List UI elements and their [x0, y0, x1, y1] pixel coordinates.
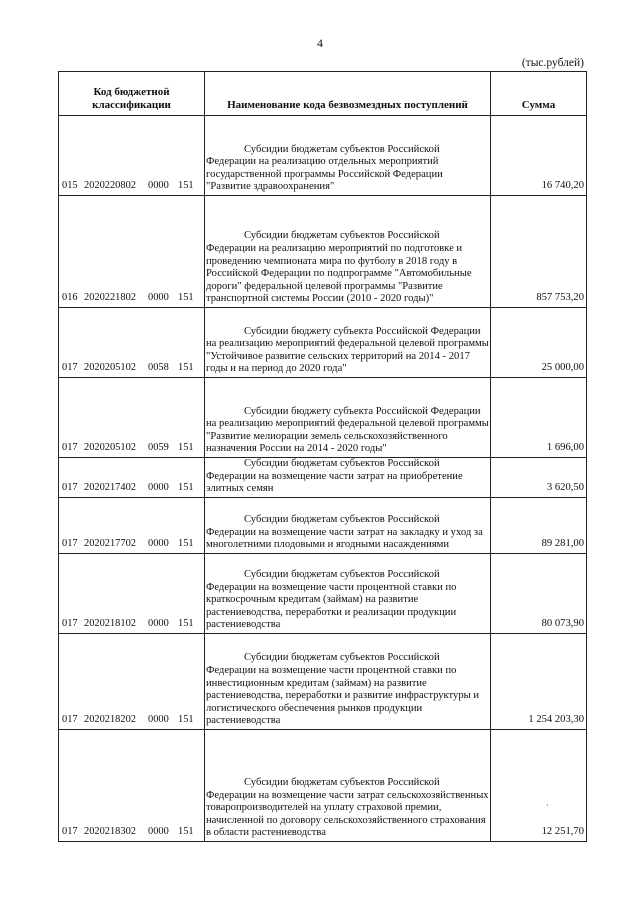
- code-admin: 015: [62, 180, 78, 192]
- income-name-cell: [205, 634, 491, 730]
- page-number: 4: [317, 36, 323, 50]
- income-name-cell: [205, 378, 491, 458]
- code-admin: 017: [62, 362, 78, 374]
- code-sub: 0000: [148, 292, 169, 304]
- income-name-text: на реализацию мероприятий федеральной целевой программы "Развитие мелиорации земель сельскохозяйственного назначения России на 2014 - 2020 годы": [206, 418, 489, 455]
- header-sum: Сумма: [491, 72, 587, 116]
- income-name-text: Федерации на реализацию отдельных мероприятий государственной программы Российской Федерации "Развитие здравоохранения": [206, 156, 443, 193]
- income-name-text: Федерации на реализацию мероприятий по подготовке и проведению чемпионата мира по футболу в 2018 году в Российской Федерации по подпрограмме "Автомобильные дороги" федеральной целевой программы "Развитие транспортной системы России (2010 - 2020 годы)": [206, 243, 472, 305]
- code-kosgu: 151: [178, 180, 194, 192]
- code-kosgu: 151: [178, 538, 194, 550]
- table-row: [59, 116, 587, 196]
- budget-table: [58, 71, 587, 842]
- budget-code-cell: [59, 458, 205, 498]
- code-main: 2020218302: [84, 826, 136, 838]
- income-name-first-line: Субсидии бюджетам субъектов Российской: [244, 652, 440, 664]
- code-main: 2020221802: [84, 292, 136, 304]
- code-kosgu: 151: [178, 362, 194, 374]
- code-kosgu: 151: [178, 714, 194, 726]
- budget-code-cell: [59, 498, 205, 554]
- code-sub: 0058: [148, 362, 169, 374]
- code-admin: 017: [62, 714, 78, 726]
- income-name-cell: [205, 554, 491, 634]
- header-code: Код бюджетной классификации: [59, 72, 205, 116]
- income-name-first-line: Субсидии бюджету субъекта Российской Федерации: [244, 325, 481, 337]
- code-kosgu: 151: [178, 826, 194, 838]
- amount-cell: 1 254 203,30: [491, 634, 587, 730]
- code-kosgu: 151: [178, 292, 194, 304]
- income-name-text: на реализацию мероприятий федеральной целевой программы "Устойчивое развитие сельских территорий на 2014 - 2017 годы и на период до 2020 года": [206, 338, 489, 375]
- income-name-first-line: Субсидии бюджетам субъектов Российской: [244, 777, 440, 789]
- footer-mark: ·: [546, 801, 549, 810]
- income-name-first-line: Субсидии бюджетам субъектов Российской: [244, 458, 440, 470]
- code-admin: 017: [62, 826, 78, 838]
- code-main: 2020217402: [84, 482, 136, 494]
- income-name-text: Федерации на возмещение части затрат на приобретение элитных семян: [206, 470, 463, 495]
- income-name-first-line: Субсидии бюджетам субъектов Российской: [244, 230, 440, 242]
- code-kosgu: 151: [178, 482, 194, 494]
- code-main: 2020205102: [84, 442, 136, 454]
- income-name-first-line: Субсидии бюджетам субъектов Российской: [244, 143, 440, 155]
- code-admin: 016: [62, 292, 78, 304]
- table-row: [59, 554, 587, 634]
- budget-code-cell: [59, 116, 205, 196]
- amount-cell: 89 281,00: [491, 498, 587, 554]
- units-label: (тыс.рублей): [521, 57, 584, 69]
- table-row: [59, 196, 587, 308]
- code-main: 2020218102: [84, 618, 136, 630]
- income-name-text: Федерации на возмещение части затрат сельскохозяйственных товаропроизводителей на уплату страховой премии, начисленной по договору сельскохозяйственного страхования в области растениеводства: [206, 789, 489, 839]
- income-name-cell: [205, 458, 491, 498]
- table-row: [59, 378, 587, 458]
- income-name-text: Федерации на возмещение части затрат на закладку и уход за многолетними плодовыми и ягодными насаждениями: [206, 526, 483, 551]
- code-kosgu: 151: [178, 618, 194, 630]
- budget-code-cell: [59, 308, 205, 378]
- code-sub: 0000: [148, 618, 169, 630]
- income-name-cell: [205, 308, 491, 378]
- table-row: [59, 730, 587, 842]
- amount-cell: 16 740,20: [491, 116, 587, 196]
- budget-code-cell: [59, 554, 205, 634]
- amount-cell: 1 696,00: [491, 378, 587, 458]
- budget-code-cell: [59, 196, 205, 308]
- code-sub: 0000: [148, 714, 169, 726]
- income-name-cell: [205, 498, 491, 554]
- amount-cell: 12 251,70: [491, 730, 587, 842]
- income-name-cell: [205, 116, 491, 196]
- table-row: [59, 308, 587, 378]
- code-kosgu: 151: [178, 442, 194, 454]
- budget-code-cell: [59, 634, 205, 730]
- amount-cell: 80 073,90: [491, 554, 587, 634]
- amount-cell: 3 620,50: [491, 458, 587, 498]
- code-admin: 017: [62, 618, 78, 630]
- income-name-cell: [205, 196, 491, 308]
- code-sub: 0000: [148, 180, 169, 192]
- header-name: Наименование кода безвозмездных поступлений: [205, 72, 491, 116]
- amount-cell: 25 000,00: [491, 308, 587, 378]
- code-main: 2020217702: [84, 538, 136, 550]
- table-row: [59, 458, 587, 498]
- code-admin: 017: [62, 442, 78, 454]
- amount-cell: 857 753,20: [491, 196, 587, 308]
- budget-code-cell: [59, 730, 205, 842]
- income-name-first-line: Субсидии бюджетам субъектов Российской: [244, 569, 440, 581]
- code-sub: 0059: [148, 442, 169, 454]
- code-sub: 0000: [148, 482, 169, 494]
- code-sub: 0000: [148, 538, 169, 550]
- income-name-cell: [205, 730, 491, 842]
- code-sub: 0000: [148, 826, 169, 838]
- code-admin: 017: [62, 482, 78, 494]
- code-main: 2020205102: [84, 362, 136, 374]
- code-main: 2020220802: [84, 180, 136, 192]
- income-name-first-line: Субсидии бюджетам субъектов Российской: [244, 514, 440, 526]
- income-name-first-line: Субсидии бюджету субъекта Российской Федерации: [244, 405, 481, 417]
- table-header-row: [59, 72, 587, 116]
- code-main: 2020218202: [84, 714, 136, 726]
- table-row: [59, 498, 587, 554]
- table-row: [59, 634, 587, 730]
- budget-code-cell: [59, 378, 205, 458]
- income-name-text: Федерации на возмещение части процентной ставки по инвестиционным кредитам (займам) на развитие растениеводства, переработки и развитие инфраструктуры и логистического обеспечения рынков продукции растениеводства: [206, 665, 480, 727]
- income-name-text: Федерации на возмещение части процентной ставки по краткосрочным кредитам (займам) на развитие растениеводства, переработки и реализации продукции растениеводства: [206, 581, 457, 631]
- code-admin: 017: [62, 538, 78, 550]
